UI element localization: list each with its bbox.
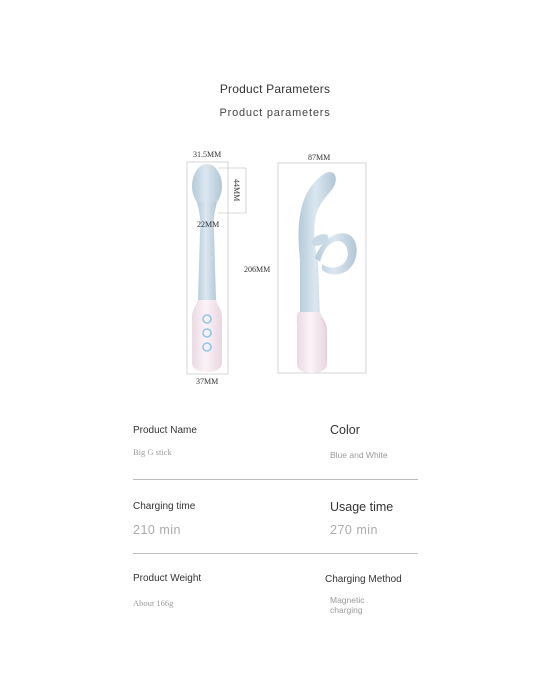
usage-time-label: Usage time: [330, 500, 394, 514]
dim-front-head-height: 44MM: [232, 179, 241, 202]
dim-side-width: 87MM: [308, 153, 331, 162]
product-name-label: Product Name: [133, 425, 197, 436]
dim-side-length: 206MM: [244, 265, 271, 274]
side-view-device: [297, 172, 357, 373]
dim-front-head-width: 31.5MM: [193, 150, 222, 159]
charging-time-label: Charging time: [133, 501, 196, 512]
page-title: Product Parameters: [219, 82, 331, 96]
charging-method-value-line2: charging: [330, 605, 363, 615]
color-value: Blue and White: [330, 450, 388, 460]
weight-value: About 166g: [133, 598, 174, 608]
color-label: Color: [330, 423, 360, 437]
charging-method-value-line1: Magnetic: [330, 595, 365, 605]
product-name-value: Big G stick: [133, 447, 172, 457]
divider-2: [133, 553, 418, 554]
weight-label: Product Weight: [133, 573, 202, 584]
charging-method-label: Charging Method: [325, 574, 402, 585]
dim-front-neck-width: 22MM: [197, 220, 220, 229]
usage-time-value: 270 min: [330, 523, 378, 537]
charging-time-value: 210 min: [133, 523, 181, 537]
front-view-device: [192, 164, 222, 372]
divider-1: [133, 479, 418, 480]
page-subtitle: Product parameters: [219, 107, 331, 119]
dim-front-base-width: 37MM: [196, 377, 219, 386]
